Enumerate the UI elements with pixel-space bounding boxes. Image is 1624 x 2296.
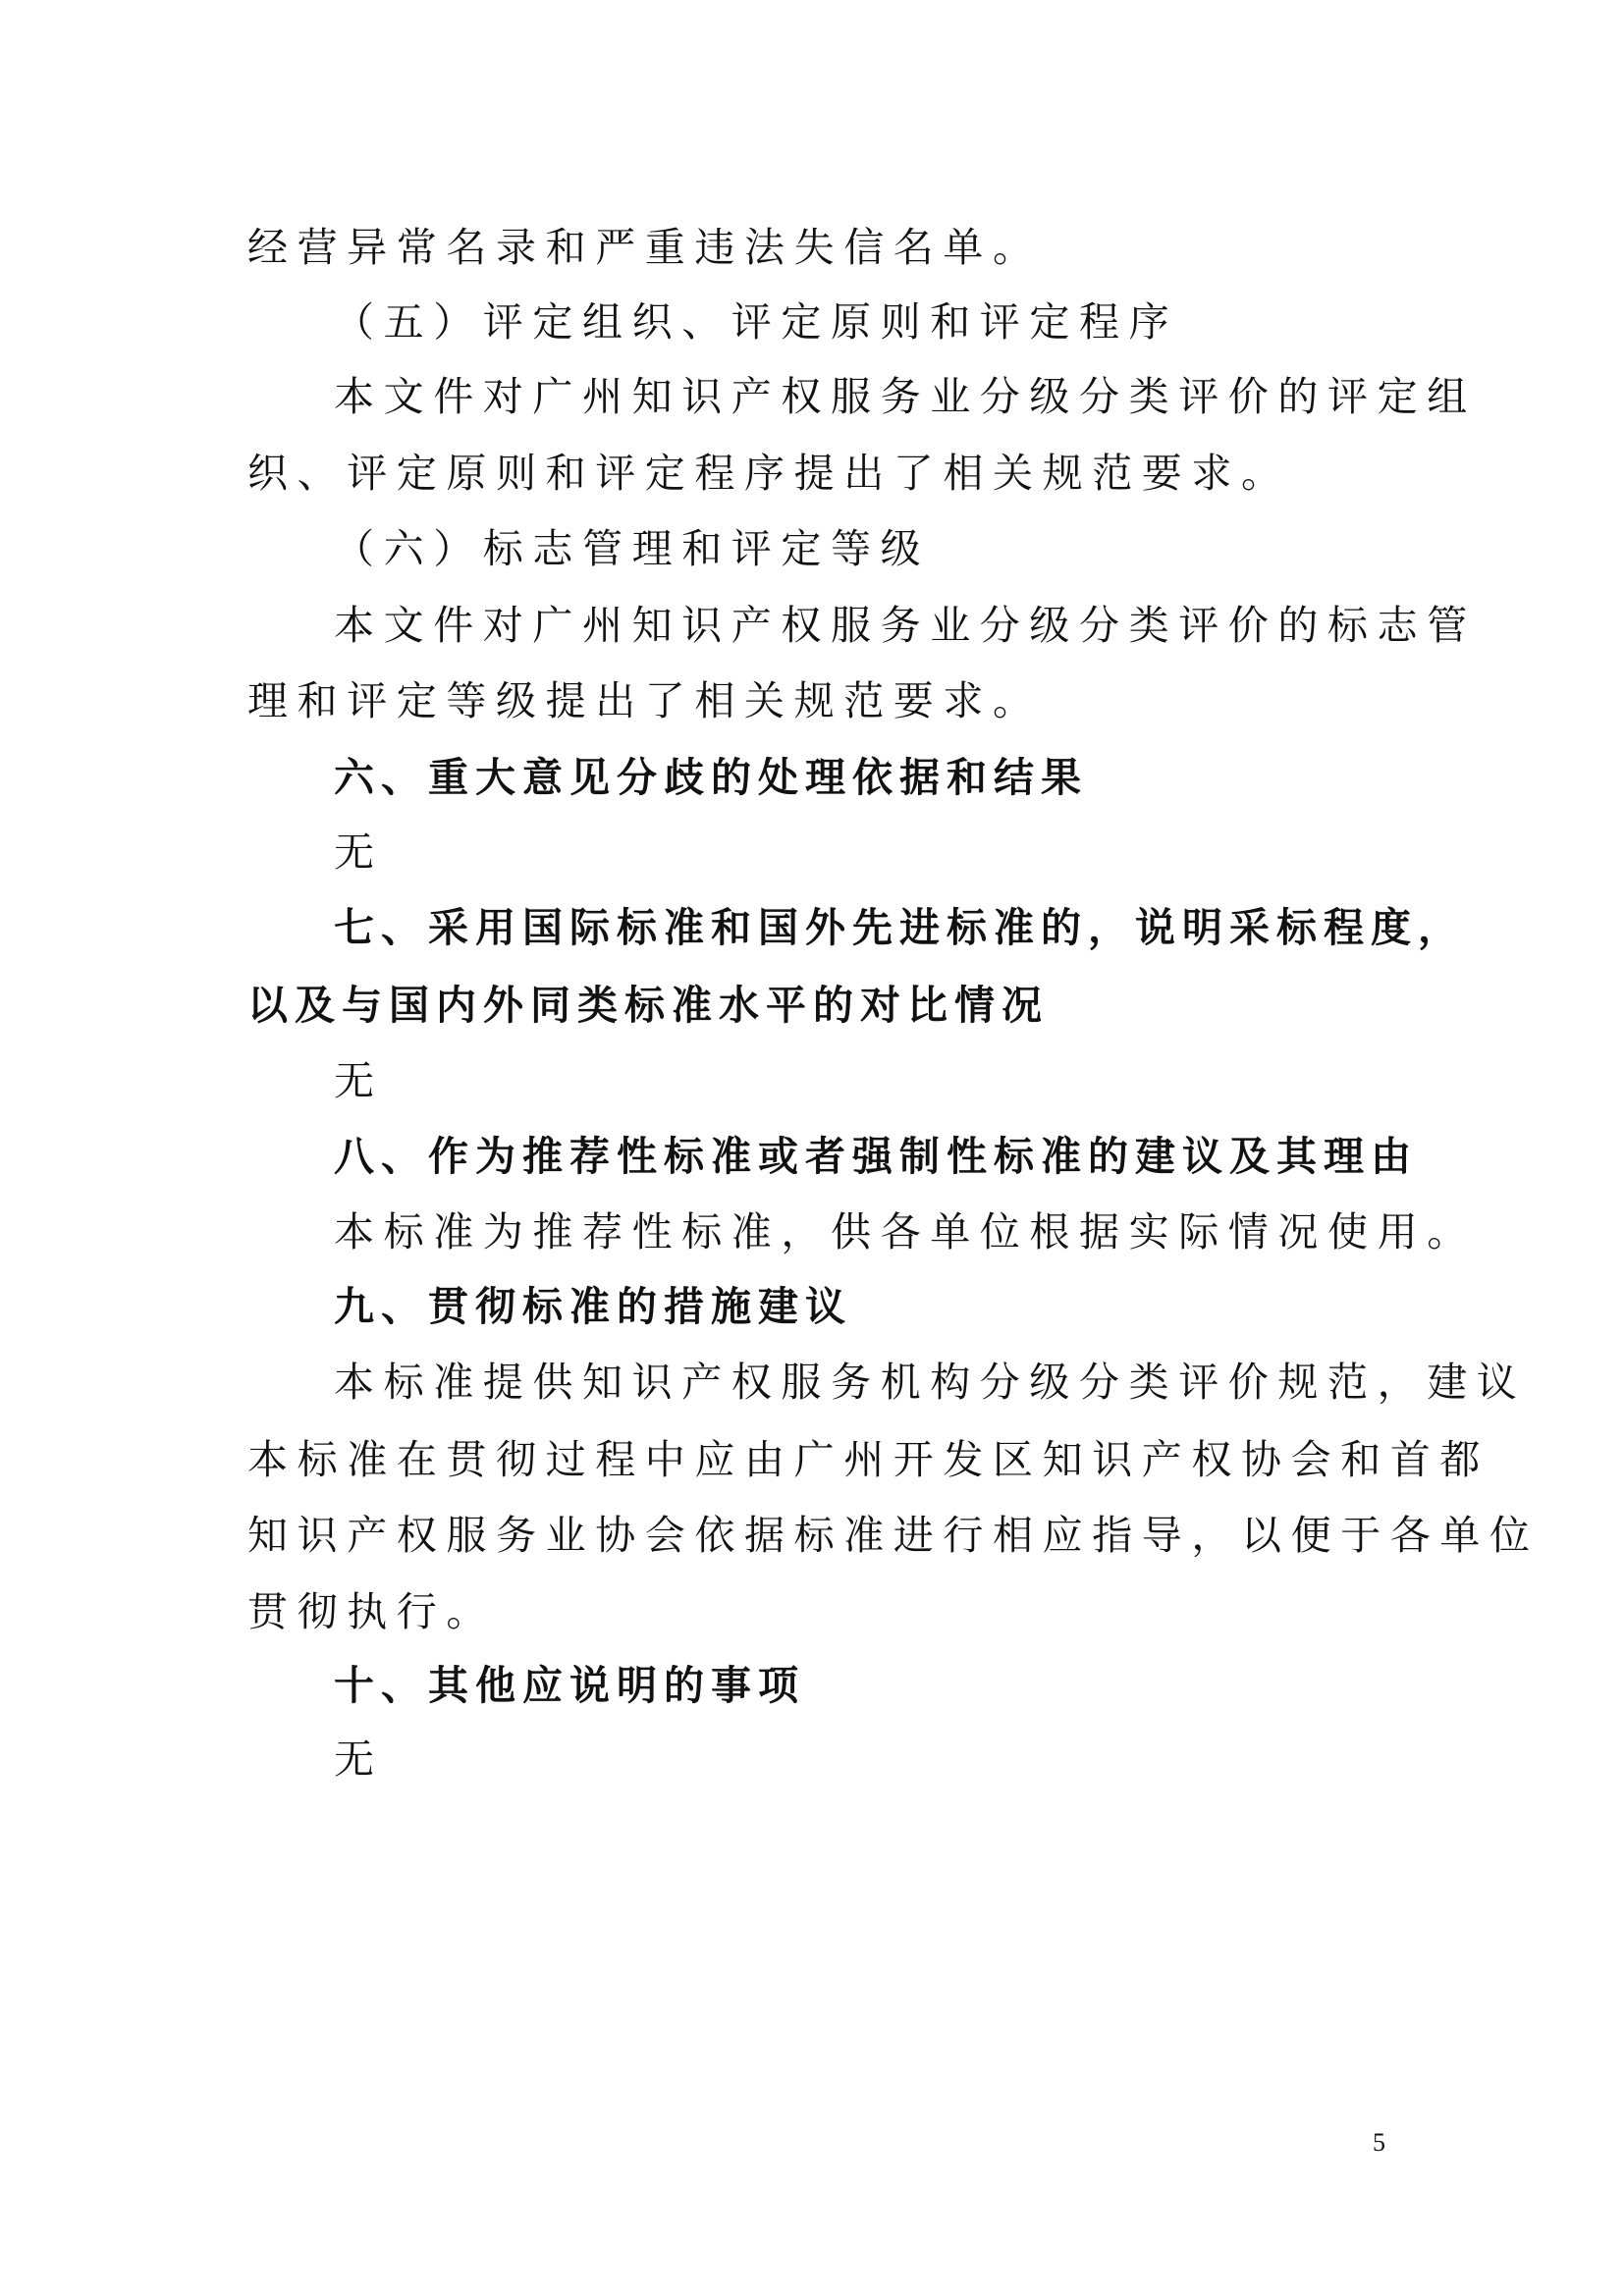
- body-text-line: 本标准在贯彻过程中应由广州开发区知识产权协会和首都: [247, 1436, 1489, 1483]
- body-text-line: 本标准提供知识产权服务机构分级分类评价规范，建议: [334, 1359, 1527, 1406]
- subsection-heading-6: （六）标志管理和评定等级: [334, 525, 931, 572]
- section-heading-6: 六、重大意见分歧的处理依据和结果: [334, 754, 1088, 801]
- body-text-line: 织、评定原则和评定程序提出了相关规范要求。: [247, 450, 1291, 497]
- body-text-line: 本文件对广州知识产权服务业分级分类评价的标志管: [334, 602, 1477, 649]
- body-text-line: 贯彻执行。: [247, 1588, 496, 1635]
- section-heading-10: 十、其他应说明的事项: [334, 1662, 805, 1709]
- body-text-line: 经营异常名录和严重违法失信名单。: [247, 224, 1043, 271]
- page-number: 5: [1373, 2128, 1385, 2157]
- body-text-line: 理和评定等级提出了相关规范要求。: [247, 677, 1043, 724]
- body-text-line: 本文件对广州知识产权服务业分级分类评价的评定组: [334, 373, 1477, 420]
- body-text-line: 无: [334, 828, 384, 876]
- body-text-line: 知识产权服务业协会依据标准进行相应指导，以便于各单位: [247, 1512, 1540, 1559]
- body-text-line: 无: [334, 1057, 384, 1104]
- body-text-line: 无: [334, 1735, 384, 1783]
- section-heading-7: 七、采用国际标准和国外先进标准的，说明采标程度，: [334, 904, 1465, 951]
- body-text-line: 本标准为推荐性标准，供各单位根据实际情况使用。: [334, 1208, 1477, 1255]
- section-heading-7-cont: 以及与国内外同类标准水平的对比情况: [247, 982, 1049, 1029]
- subsection-heading-5: （五）评定组织、评定原则和评定程序: [334, 298, 1179, 346]
- section-heading-8: 八、作为推荐性标准或者强制性标准的建议及其理由: [334, 1133, 1418, 1180]
- section-heading-9: 九、贯彻标准的措施建议: [334, 1283, 852, 1330]
